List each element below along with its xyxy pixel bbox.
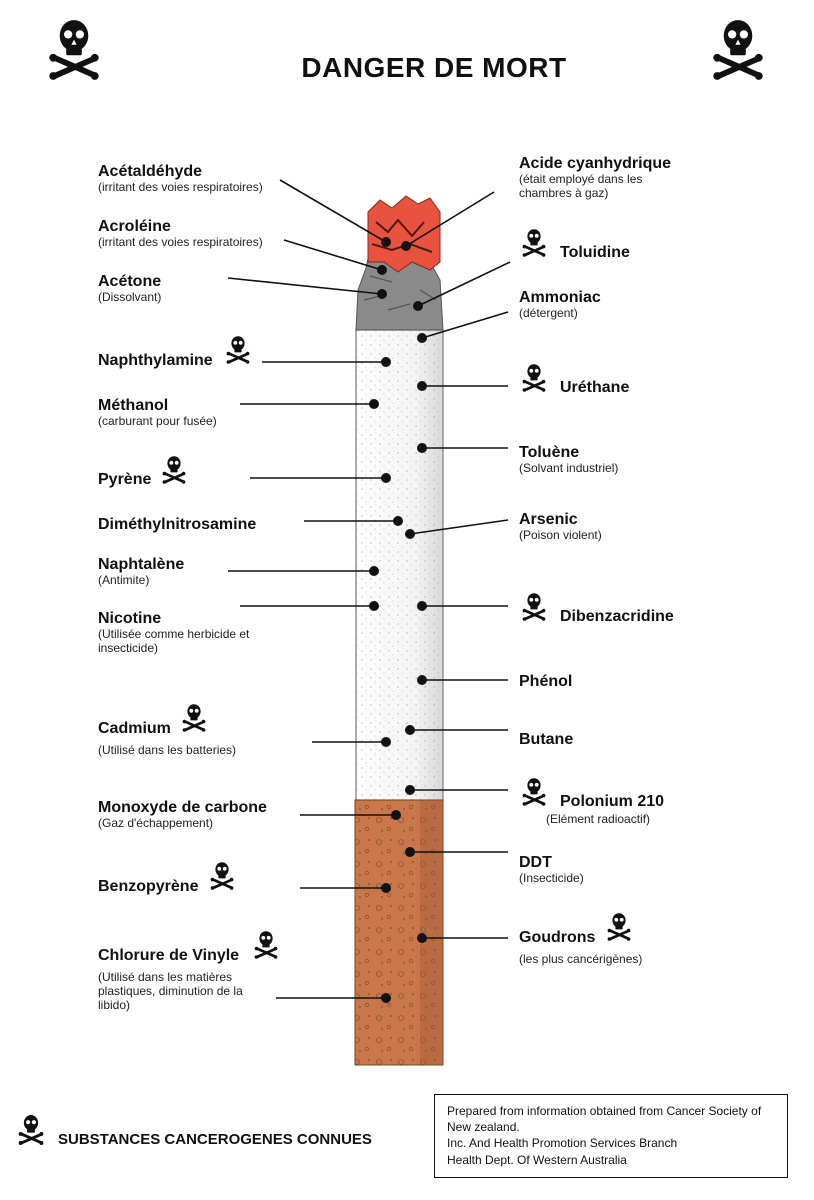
legend-text: SUBSTANCES CANCEROGENES CONNUES: [58, 1131, 372, 1148]
substance-name: Toluène: [519, 444, 580, 461]
substance-name: Monoxyde de carbone: [98, 799, 267, 816]
substance-name: Butane: [519, 731, 574, 748]
label-chlorure-vinyle: [98, 947, 270, 1013]
label-ddt: [519, 854, 584, 886]
substance-name: Uréthane: [560, 379, 630, 396]
label-monoxyde: [98, 799, 267, 831]
skull-crossbones-icon: [522, 775, 546, 809]
credit-line: Prepared from information obtained from Cancer Society of New zealand.: [447, 1104, 762, 1135]
label-acroleine: [98, 218, 263, 250]
substance-name: Naphtalène: [98, 556, 185, 573]
substance-desc: (Dissolvant): [98, 290, 162, 305]
skull-crossbones-icon: [162, 453, 186, 487]
legend-skull-icon: [18, 1112, 44, 1148]
substance-desc: (détergent): [519, 306, 578, 321]
substance-name: Ammoniac: [519, 289, 601, 306]
label-toluidine: [560, 244, 630, 262]
label-arsenic: [519, 511, 602, 543]
skull-crossbones-icon: [226, 333, 250, 367]
credit-line: Inc. And Health Promotion Services Branch: [447, 1136, 678, 1151]
substance-desc: (Antimite): [98, 573, 150, 588]
substance-name: Naphthylamine: [98, 352, 213, 369]
label-dibenzacridine: [560, 608, 674, 626]
label-cadmium: [98, 720, 236, 758]
page-title: DANGER DE MORT: [301, 52, 567, 83]
label-dimethylnitrosamine: [98, 516, 256, 534]
credit-box: [434, 1094, 788, 1178]
label-acide-cyanhydrique: [519, 155, 689, 201]
substance-name: Acétaldéhyde: [98, 163, 203, 180]
credit-line: Health Dept. Of Western Australia: [447, 1152, 627, 1167]
substance-desc: (Utilisé dans les matières plastiques, diminution de la libido): [98, 970, 243, 1012]
skull-crossbones-icon: [48, 16, 100, 84]
substance-name: Acide cyanhydrique: [519, 155, 672, 172]
label-phenol: [519, 673, 572, 691]
skull-crossbones-icon: [522, 361, 546, 395]
substance-name: Méthanol: [98, 397, 169, 414]
substance-name: Diméthylnitrosamine: [98, 516, 257, 533]
label-nicotine: [98, 610, 288, 656]
substance-desc: (était employé dans les chambres à gaz): [519, 172, 643, 201]
skull-crossbones-icon: [254, 928, 278, 962]
substance-desc: (irritant des voies respiratoires): [98, 180, 263, 195]
label-urethane: [560, 379, 629, 397]
substance-name: Goudrons: [519, 929, 596, 946]
substance-desc: (carburant pour fusée): [98, 414, 217, 429]
substance-desc: (Insecticide): [519, 871, 584, 886]
substance-desc: (irritant des voies respiratoires): [98, 235, 263, 250]
substance-name: Dibenzacridine: [560, 608, 674, 625]
substance-desc: (Utilisé dans les batteries): [98, 743, 237, 758]
substance-name: Pyrène: [98, 471, 152, 488]
substance-desc: (Poison violent): [519, 528, 602, 543]
skull-crossbones-icon: [712, 16, 764, 84]
skull-crossbones-icon: [182, 701, 206, 735]
substance-name: Acroléine: [98, 218, 171, 235]
substance-name: Cadmium: [98, 720, 171, 737]
substance-name: Nicotine: [98, 610, 162, 627]
substance-name: Arsenic: [519, 511, 578, 528]
substance-name: Benzopyrène: [98, 878, 199, 895]
skull-crossbones-icon: [607, 910, 631, 944]
substance-name: Toluidine: [560, 244, 630, 261]
label-ammoniac: [519, 289, 601, 321]
substance-name: Acétone: [98, 273, 162, 290]
label-polonium: [546, 793, 665, 827]
label-benzopyrene: [98, 878, 198, 896]
substance-desc: (les plus cancérigènes): [519, 952, 643, 967]
substance-desc: (Gaz d'échappement): [98, 816, 214, 831]
label-acetaldehyde: [98, 163, 263, 195]
substance-desc: (Solvant industriel): [519, 461, 619, 476]
label-acetone: [98, 273, 161, 305]
label-pyrene: [98, 471, 151, 489]
label-naphthylamine: [98, 352, 213, 370]
substance-name: DDT: [519, 854, 552, 871]
substance-desc: (Elément radioactif): [546, 812, 651, 827]
skull-crossbones-icon: [522, 226, 546, 260]
substance-name: Polonium 210: [560, 793, 665, 810]
cigarette-ember: [368, 196, 440, 272]
label-methanol: [98, 397, 217, 429]
skull-crossbones-icon: [210, 859, 234, 893]
skull-crossbones-icon: [522, 590, 546, 624]
label-butane: [519, 731, 573, 749]
label-naphtalene: [98, 556, 184, 588]
label-toluene: [519, 444, 618, 476]
substance-name: Phénol: [519, 673, 573, 690]
substance-desc: (Utilisée comme herbicide et insecticide): [98, 627, 250, 656]
substance-name: Chlorure de Vinyle: [98, 947, 240, 964]
